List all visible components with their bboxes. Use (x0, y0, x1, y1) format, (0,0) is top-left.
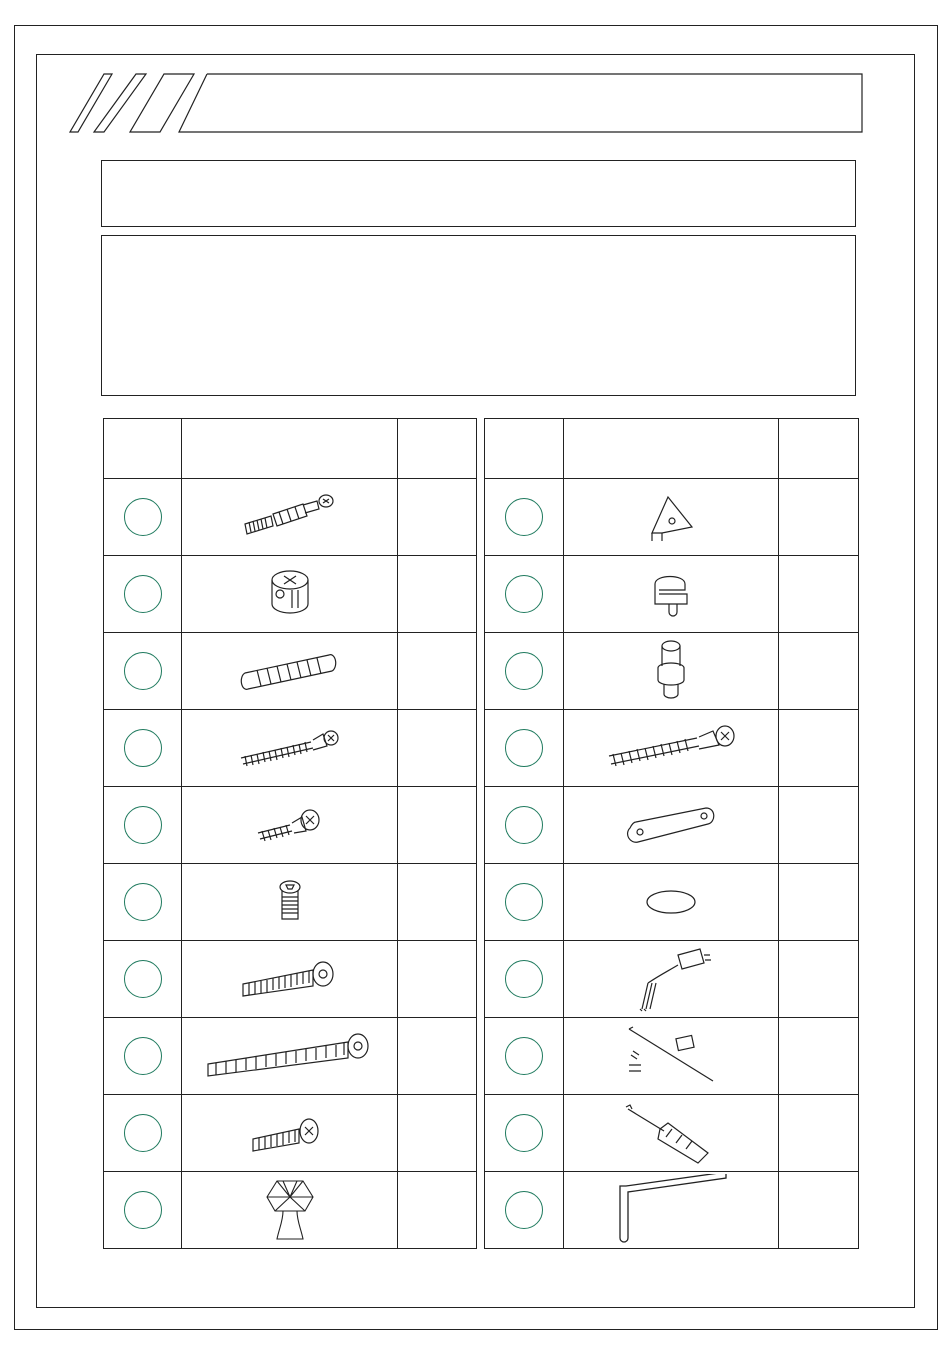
part-id-circle (505, 883, 543, 921)
header-title-area (260, 74, 860, 132)
part-qty (398, 1095, 477, 1172)
allen-key-icon (564, 1172, 779, 1249)
part-qty (779, 479, 859, 556)
column-header-qty (398, 419, 477, 479)
part-id-circle (124, 575, 162, 613)
table-row (104, 1018, 477, 1095)
note-box-2 (101, 235, 856, 396)
part-id-circle (505, 806, 543, 844)
hex-bolt-medium-icon (182, 941, 398, 1018)
note-box-1-text (102, 161, 855, 226)
part-id-circle (505, 1114, 543, 1152)
part-id-circle (124, 498, 162, 536)
table-row (485, 787, 859, 864)
parts-table-left (103, 418, 477, 1249)
column-header-qty (779, 419, 859, 479)
part-qty (398, 633, 477, 710)
felt-pad-icon (564, 864, 779, 941)
corner-bracket-icon (564, 479, 779, 556)
table-row (104, 710, 477, 787)
part-id-circle (124, 729, 162, 767)
table-row (485, 556, 859, 633)
table-row (104, 633, 477, 710)
light-kit-icon (564, 1018, 779, 1095)
part-id-circle (124, 1191, 162, 1229)
part-id-circle (124, 1114, 162, 1152)
column-header-part (564, 419, 779, 479)
table-row (485, 1172, 859, 1249)
table-row (104, 941, 477, 1018)
crystal-knob-icon (182, 1172, 398, 1249)
phillips-bolt-icon (182, 1095, 398, 1172)
part-qty (779, 556, 859, 633)
part-id-circle (505, 1191, 543, 1229)
table-row (104, 1172, 477, 1249)
part-qty (398, 941, 477, 1018)
part-id-circle (505, 960, 543, 998)
table-row (485, 710, 859, 787)
part-id-circle (124, 960, 162, 998)
part-id-circle (124, 1037, 162, 1075)
part-qty (779, 864, 859, 941)
part-qty (398, 787, 477, 864)
part-qty (779, 1172, 859, 1249)
hex-bolt-short-icon (182, 864, 398, 941)
table-row (485, 479, 859, 556)
note-box-2-text (102, 236, 855, 395)
parts-table-right (484, 418, 859, 1249)
column-header-id (104, 419, 182, 479)
header-title (260, 74, 860, 132)
mending-plate-icon (564, 787, 779, 864)
part-qty (779, 1018, 859, 1095)
part-id-circle (505, 652, 543, 690)
part-qty (779, 941, 859, 1018)
column-header-part (182, 419, 398, 479)
part-qty (398, 710, 477, 787)
table-row (485, 1018, 859, 1095)
part-id-circle (124, 652, 162, 690)
table-header-row (104, 419, 477, 479)
part-qty (398, 479, 477, 556)
table-row (104, 1095, 477, 1172)
hex-bolt-long-icon (182, 1018, 398, 1095)
cam-lock-icon (182, 556, 398, 633)
table-row (485, 864, 859, 941)
part-qty (779, 787, 859, 864)
short-screw-icon (182, 787, 398, 864)
glass-clip-icon (564, 556, 779, 633)
power-adapter-icon (564, 941, 779, 1018)
screwdriver-icon (564, 1095, 779, 1172)
part-qty (779, 1095, 859, 1172)
shelf-pin-icon (564, 633, 779, 710)
part-qty (779, 633, 859, 710)
table-row (485, 633, 859, 710)
part-id-circle (124, 883, 162, 921)
table-row (104, 479, 477, 556)
table-row (104, 864, 477, 941)
long-screw-icon (182, 710, 398, 787)
table-row (104, 787, 477, 864)
part-qty (779, 710, 859, 787)
part-id-circle (505, 1037, 543, 1075)
note-box-1 (101, 160, 856, 227)
part-id-circle (505, 575, 543, 613)
table-row (485, 941, 859, 1018)
cam-bolt-icon (182, 479, 398, 556)
table-row (104, 556, 477, 633)
part-qty (398, 1172, 477, 1249)
column-header-id (485, 419, 564, 479)
connector-screw-icon (564, 710, 779, 787)
wood-dowel-icon (182, 633, 398, 710)
table-header-row (485, 419, 859, 479)
part-id-circle (124, 806, 162, 844)
table-row (485, 1095, 859, 1172)
part-id-circle (505, 498, 543, 536)
part-id-circle (505, 729, 543, 767)
part-qty (398, 864, 477, 941)
part-qty (398, 1018, 477, 1095)
part-qty (398, 556, 477, 633)
